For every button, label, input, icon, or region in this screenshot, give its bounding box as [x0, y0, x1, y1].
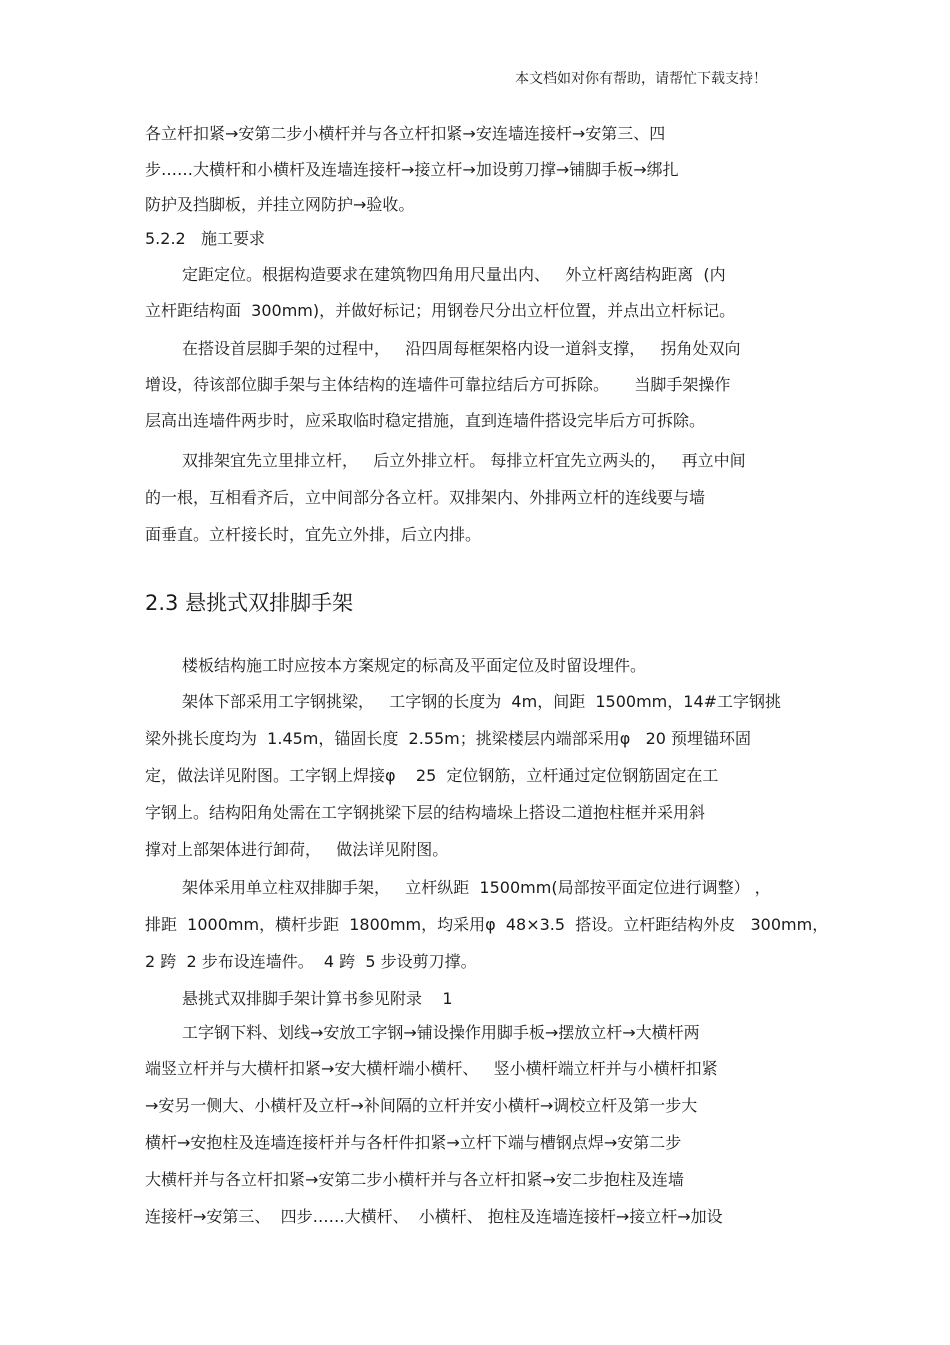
body-line: 端竖立杆并与大横杆扣紧→安大横杆端小横杆、 竖小横杆端立杆并与小横杆扣紧 [145, 1059, 718, 1078]
body-line: 架体采用单立柱双排脚手架， 立杆纵距 1500mm(局部按平面定位进行调整） ， [182, 878, 771, 897]
body-line: 大横杆并与各立杆扣紧→安第二步小横杆并与各立杆扣紧→安二步抱柱及连墙 [145, 1170, 684, 1189]
body-line: 定，做法详见附图。工字钢上焊接φ 25 定位钢筋，立杆通过定位钢筋固定在工 [145, 766, 719, 785]
body-line: 的一根，互相看齐后，立中间部分各立杆。双排架内、外排两立杆的连线要与墙 [145, 488, 706, 507]
body-line: 工字钢下料、划线→安放工字钢→铺设操作用脚手板→摆放立杆→大横杆两 [182, 1023, 700, 1042]
body-line: 立杆距结构面 300mm)，并做好标记；用钢卷尺分出立杆位置，并点出立杆标记。 [145, 301, 736, 320]
body-line: 层高出连墙件两步时，应采取临时稳定措施，直到连墙件搭设完毕后方可拆除。 [145, 411, 706, 430]
page-header-note: 本文档如对你有帮助，请帮忙下载支持！ [515, 71, 767, 87]
body-line: 各立杆扣紧→安第二步小横杆并与各立杆扣紧→安连墙连接杆→安第三、四 [145, 124, 666, 143]
section-title: 2.3 悬挑式双排脚手架 [145, 591, 354, 615]
body-line: 在搭设首层脚手架的过程中， 沿四周每框架格内设一道斜支撑， 拐角处双向 [182, 339, 741, 358]
body-line: 2 跨 2 步布设连墙件。 4 跨 5 步设剪刀撑。 [145, 952, 477, 971]
body-line: 横杆→安抱柱及连墙连接杆并与各杆件扣紧→立杆下端与槽钢点焊→安第二步 [145, 1133, 682, 1152]
body-line: 撑对上部架体进行卸荷， 做法详见附图。 [145, 840, 449, 859]
body-line: 悬挑式双排脚手架计算书参见附录 1 [182, 989, 453, 1008]
section-heading: 5.2.2 施工要求 [145, 229, 265, 248]
body-line: 架体下部采用工字钢挑梁， 工字钢的长度为 4m，间距 1500mm，14#工字钢挑 [182, 692, 782, 711]
body-line: 增设，待该部位脚手架与主体结构的连墙件可靠拉结后方可拆除。 当脚手架操作 [145, 375, 731, 394]
body-line: 梁外挑长度均为 1.45m，锚固长度 2.55m；挑梁楼层内端部采用φ 20 预埋锚环固 [145, 729, 752, 748]
body-line: 步……大横杆和小横杆及连墙连接杆→接立杆→加设剪刀撑→铺脚手板→绑扎 [145, 160, 679, 179]
body-line: →安另一侧大、小横杆及立杆→补间隔的立杆并安小横杆→调校立杆及第一步大 [145, 1096, 698, 1115]
body-line: 面垂直。立杆接长时，宜先立外排，后立内排。 [145, 525, 482, 544]
body-line: 连接杆→安第三、 四步……大横杆、 小横杆、 抱柱及连墙连接杆→接立杆→加设 [145, 1207, 723, 1226]
body-line: 定距定位。根据构造要求在建筑物四角用尺量出内、 外立杆离结构距离 (内 [182, 265, 726, 284]
body-line: 楼板结构施工时应按本方案规定的标高及平面定位及时留设埋件。 [182, 656, 647, 675]
body-line: 字钢上。结构阳角处需在工字钢挑梁下层的结构墙垛上搭设二道抱柱框并采用斜 [145, 803, 706, 822]
body-line: 防护及挡脚板，并挂立网防护→验收。 [145, 195, 415, 214]
body-line: 双排架宜先立里排立杆， 后立外排立杆。 每排立杆宜先立两头的， 再立中间 [182, 451, 746, 470]
body-line: 排距 1000mm，横杆步距 1800mm，均采用φ 48×3.5 搭设。立杆距结构外皮 300mm， [145, 915, 829, 934]
